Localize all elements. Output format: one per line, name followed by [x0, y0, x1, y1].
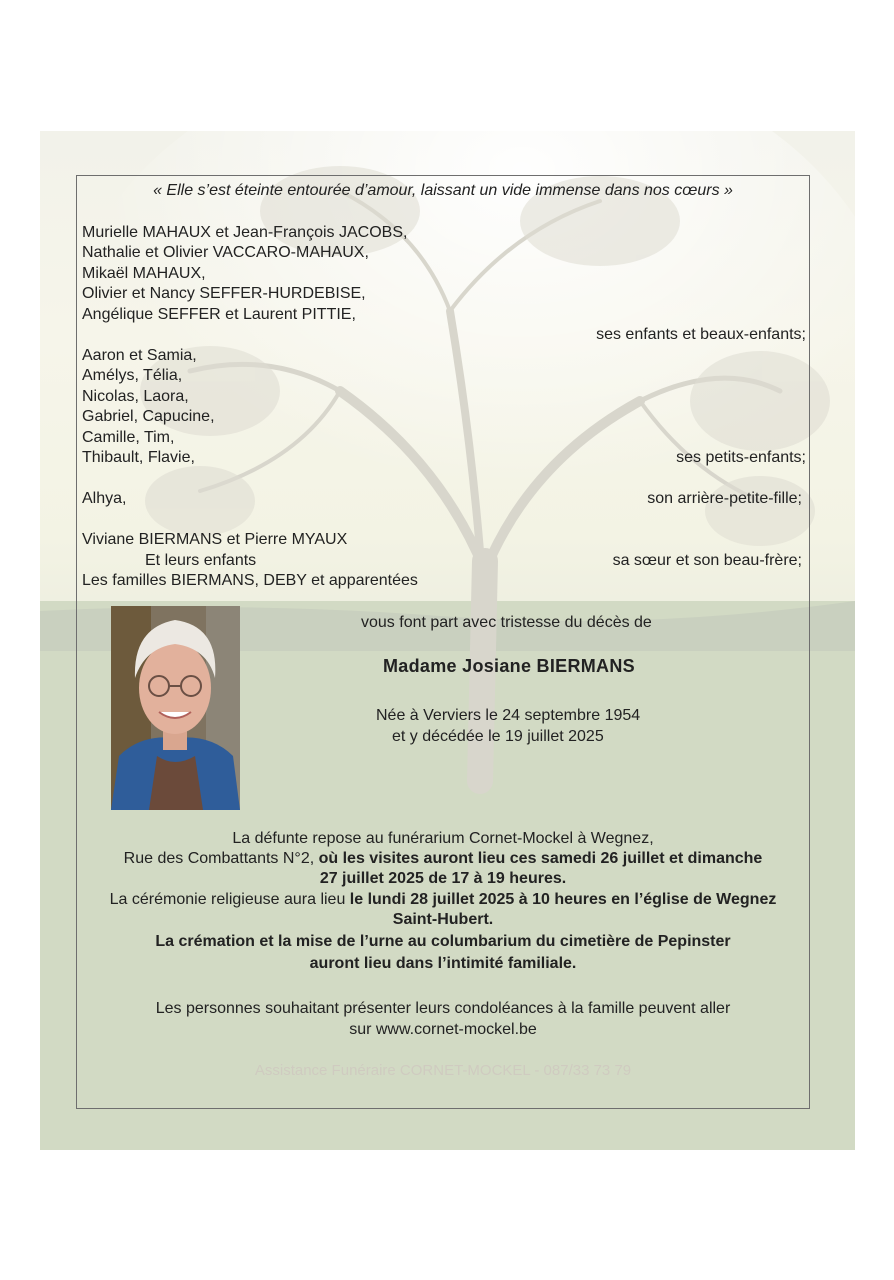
ceremony-intro: La cérémonie religieuse aura lieu [109, 891, 350, 908]
visits-address: Rue des Combattants N°2, [123, 850, 319, 867]
great-grandchild: Alhya, [82, 490, 127, 507]
sibling-relation: sa sœur et son beau-frère; [612, 552, 802, 569]
child-line: Nathalie et Olivier VACCARO-MAHAUX, [82, 244, 369, 261]
grandchild-line: Thibault, Flavie, [82, 449, 195, 466]
visits-line3: 27 juillet 2025 de 17 à 19 heures. [319, 870, 567, 887]
quote: « Elle s’est éteinte entourée d’amour, laissant un vide immense dans nos cœurs » [153, 182, 733, 199]
families: Les familles BIERMANS, DEBY et apparentées [82, 572, 418, 589]
visits-times: où les visites auront lieu ces samedi 26 juillet et dimanche [318, 850, 763, 867]
ceremony-line1 [76, 890, 810, 910]
announce-text: vous font part avec tristesse du décès de [361, 614, 652, 631]
deceased-photo [111, 606, 240, 810]
grandchild-line: Camille, Tim, [82, 429, 175, 446]
grandchild-line: Aaron et Samia, [82, 347, 197, 364]
birth-info: Née à Verviers le 24 septembre 1954 [376, 707, 641, 724]
great-grandchild-relation: son arrière-petite-fille; [647, 490, 802, 507]
child-line: Olivier et Nancy SEFFER-HURDEBISE, [82, 285, 366, 302]
death-info: et y décédée le 19 juillet 2025 [392, 728, 604, 745]
grandchildren-relation: ses petits-enfants; [676, 449, 806, 466]
cremation-line2: auront lieu dans l’intimité familiale. [309, 955, 577, 972]
grandchild-line: Amélys, Télia, [82, 367, 183, 384]
child-line: Murielle MAHAUX et Jean-François JACOBS, [82, 224, 408, 241]
deceased-name: Madame Josiane BIERMANS [383, 656, 635, 676]
sibling: Viviane BIERMANS et Pierre MYAUX [82, 531, 348, 548]
cremation-line1: La crémation et la mise de l’urne au columbarium du cimetière de Pepinster [155, 933, 731, 950]
child-line: Angélique SEFFER et Laurent PITTIE, [82, 306, 356, 323]
grandchild-line: Gabriel, Capucine, [82, 408, 215, 425]
visits-line2 [76, 849, 810, 869]
ceremony-details: le lundi 28 juillet 2025 à 10 heures en l’église de Wegnez [349, 891, 777, 908]
ceremony-line2: Saint-Hubert. [392, 911, 494, 928]
children-relation: ses enfants et beaux-enfants; [596, 326, 806, 343]
condolences-line2: sur www.cornet-mockel.be [349, 1021, 537, 1038]
funeral-home-footer: Assistance Funéraire CORNET-MOCKEL - 087/33 73 79 [254, 1062, 632, 1079]
child-line: Mikaël MAHAUX, [82, 265, 206, 282]
sibling-children: Et leurs enfants [145, 552, 257, 569]
visits-line1: La défunte repose au funérarium Cornet-Mockel à Wegnez, [232, 830, 654, 847]
condolences-line1: Les personnes souhaitant présenter leurs condoléances à la famille peuvent aller [155, 1000, 731, 1017]
grandchild-line: Nicolas, Laora, [82, 388, 189, 405]
